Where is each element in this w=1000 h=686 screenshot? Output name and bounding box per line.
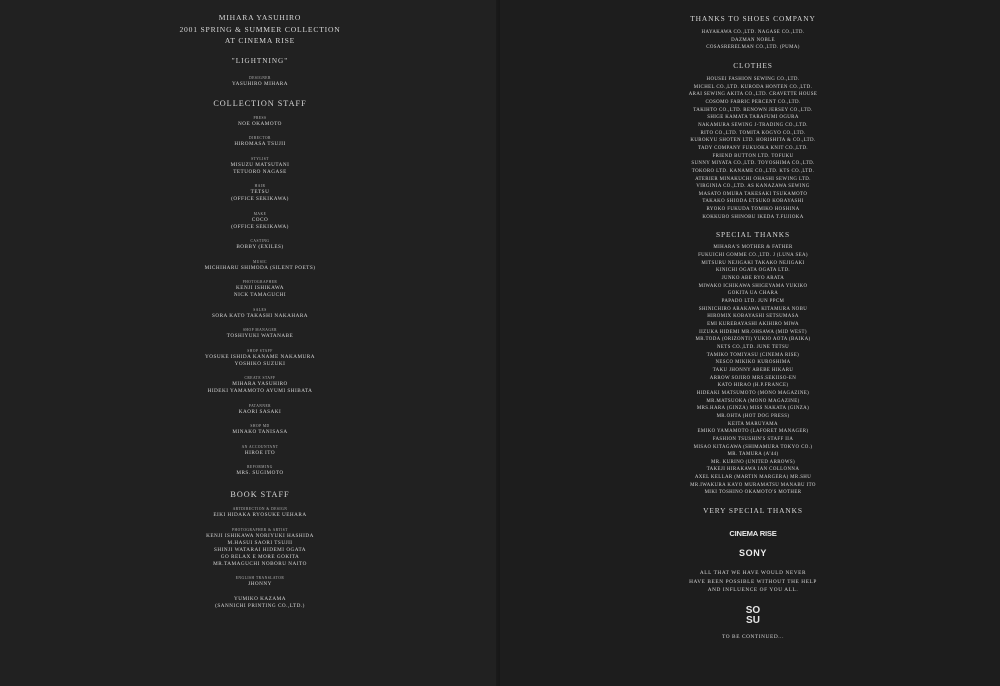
book-staff-list — [130, 506, 390, 610]
credit-role: ARTDIRECTION & DESIGN — [232, 507, 288, 511]
credit-line: KEITA MARUYAMA — [728, 421, 778, 427]
credit-name: M.HASUI SAORI TSUJII — [227, 539, 293, 546]
closing-line: AND INFLUENCE OF YOU ALL. — [707, 587, 799, 594]
show-title: "LIGHTNING" — [231, 56, 289, 65]
credit-line: MITSURU NEJIGAKI TAKAKO NEJIGAKI — [701, 260, 805, 266]
credit-group — [130, 348, 390, 368]
credit-group — [130, 403, 390, 416]
credit-line: FASHION TSUSHIN'S STAFF IIA — [712, 436, 794, 442]
credit-group — [130, 238, 390, 251]
credit-name: HIROE ITO — [244, 449, 276, 456]
credit-line: TAKEJI HIRAKAWA IAN COLLONNA — [706, 467, 800, 473]
sosu-logo-mark — [743, 603, 763, 625]
credit-role: CASTING — [250, 239, 270, 243]
credit-line: TADY COMPANY FUKUOKA KNIT CO.,LTD. — [697, 145, 809, 151]
credit-line: RYOKO FUKUDA TOMIKO HOSHINA — [706, 207, 800, 213]
credit-name: MIHARA YASUHIRO — [232, 381, 288, 387]
closing-line: ALL THAT WE HAVE WOULD NEVER — [699, 570, 807, 577]
credit-group — [130, 211, 390, 231]
credit-name: MRS. SUGIMOTO — [236, 470, 284, 476]
credit-line: TAMIKO TOMIYASU (CINEMA RISE) — [706, 352, 800, 358]
credit-line: RITO CO.,LTD. TOMITA KOGYO CO.,LTD. — [700, 130, 806, 136]
credit-name: BOBBY (EXILES) — [236, 244, 284, 250]
sosu-logo — [630, 603, 876, 630]
credit-role: MUSIC — [253, 259, 267, 264]
credit-line: KUROKYU SHOTEN LTD. HORISHITA & CO.,LTD. — [690, 138, 816, 144]
credit-group — [130, 575, 390, 588]
credit-name: TOSHIYUKI WATANABE — [226, 333, 294, 339]
clothes-list — [630, 76, 876, 221]
credit-group — [130, 423, 390, 436]
credit-role: CREATE STAFF — [244, 376, 276, 380]
credit-line: AXEL KELLAR (MARTIN MARGERA) MR.SHU — [694, 475, 812, 481]
credit-name: (OFFICE SEKIKAWA) — [231, 196, 289, 202]
credit-line: VIRGINIA CO.,LTD. AS KANAZAWA SEWING — [696, 184, 810, 190]
credit-name: MISUZU MATSUTANI — [230, 161, 290, 168]
credit-line: MR.MATSUOKA (MONO MAGAZINE) — [706, 398, 800, 404]
credit-line: MIHARA'S MOTHER & FATHER — [713, 245, 793, 251]
designer-credit — [130, 75, 390, 88]
credit-group — [130, 444, 390, 457]
credit-role: STYLIST — [251, 156, 269, 161]
credit-line: MICHEL CO.,LTD. KURODA HONTEN CO.,LTD. — [693, 84, 813, 90]
designer-name: YASUHIRO MIHARA — [231, 80, 289, 87]
credit-name: JHONNY — [248, 581, 272, 587]
credit-group — [130, 527, 390, 568]
credit-line: TAKAKO SHIODA ETSUKO KOBAYASHI — [702, 199, 804, 205]
credit-role: PHOTOGRAPHER & ARTIST — [232, 527, 288, 532]
credit-line: GOKITA UA CHARA — [727, 291, 779, 297]
credit-line: FRIEND BUTTON LTD. TOFUKU — [712, 153, 794, 159]
credit-name: KENJI ISHIKAWA NORIYUKI HASHIDA — [206, 532, 314, 539]
credit-name: YOSHIKO SUZUKI — [234, 360, 286, 367]
credit-line: IIZUKA HIDEMI MR.OHSAWA (MID WEST) — [699, 329, 807, 335]
credit-line: HAYAKAWA CO.,LTD. NAGASE CO.,LTD. — [701, 30, 805, 35]
credit-line: HIDEAKI MATSUMOTO (MONO MAGAZINE) — [696, 390, 810, 396]
credit-line: FUKUICHI GOMME CO.,LTD. J (LUNA SEA) — [698, 253, 808, 259]
credit-group — [130, 183, 390, 203]
credit-line: MIWAKO ICHIKAWA SHIGEYAMA YUKIKO — [698, 283, 808, 289]
credit-name: MICHIHARU SHIMODA (SILENT POETS) — [204, 264, 316, 271]
special-thanks-list — [630, 244, 876, 497]
left-credits-column — [130, 12, 390, 610]
credit-line: DAZMAN NOBLE — [731, 37, 775, 43]
right-credits-column — [630, 14, 876, 640]
credit-line: COSOMO FABRIC PERCENT CO.,LTD. — [705, 99, 801, 105]
credit-name: (OFFICE SEKIKAWA) — [231, 223, 289, 230]
credit-name: TETSU — [250, 189, 270, 195]
credit-line: MR.OHTA (HOT DOG PRESS) — [716, 413, 790, 419]
sony-logo: SONY — [739, 548, 767, 559]
credit-name: COCO — [251, 216, 269, 223]
credit-line: HIROMIX KOBAYASHI SETSUMASA — [707, 314, 799, 320]
credit-name: TETUORO NAGASE — [233, 168, 287, 175]
credit-role: PATANNER — [248, 403, 272, 408]
credit-line: TAKU JHONNY ABEBE HIKARU — [712, 367, 794, 373]
shoes-company-list — [630, 29, 876, 52]
credit-role: SHOP MD — [250, 424, 270, 428]
credit-group — [130, 279, 390, 299]
book-staff-heading: BOOK STAFF — [230, 490, 290, 499]
credit-line: NAKAMURA SEWING J-TRADING CO.,LTD. — [698, 122, 808, 128]
credit-group — [130, 156, 390, 176]
credit-name: MR.TAMAGUCHI NOBORU NAITO — [213, 560, 307, 567]
credit-line: ARROW SOJIRO MRS.SEKIISO-EN — [709, 375, 797, 381]
clothes-heading: CLOTHES — [733, 60, 773, 70]
svg-text:SU: SU — [746, 614, 760, 625]
to-be-continued: TO BE CONTINUED... — [721, 633, 785, 640]
credit-name: (SANNICHI PRINTING CO.,LTD.) — [215, 602, 305, 609]
credit-group — [130, 596, 390, 610]
credit-line: MR. KURINO (UNITED ARROWS) — [710, 459, 796, 465]
credit-name: HIDEKI YAMAMOTO AYUMI SHIBATA — [207, 388, 313, 394]
credit-role: PHOTOGRAPHER — [242, 280, 278, 284]
closing-line: HAVE BEEN POSSIBLE WITHOUT THE HELP — [689, 578, 817, 585]
special-thanks-heading: SPECIAL THANKS — [716, 230, 790, 240]
credit-line: MR. TAMURA (A'44) — [727, 452, 779, 458]
credit-line: MASATO OMURA TAKESAKI TSUKAMOTO — [698, 191, 808, 197]
credit-line: MRS.HARA (GINZA) MISS NAKATA (GINZA) — [696, 406, 810, 412]
credit-group — [130, 506, 390, 519]
credit-role: DIRECTOR — [249, 136, 271, 140]
very-special-thanks-heading: VERY SPECIAL THANKS — [703, 506, 803, 516]
credit-name: KAORI SASAKI — [238, 408, 282, 415]
credit-group — [130, 259, 390, 272]
designer-role: DESIGNER — [249, 75, 271, 80]
credit-role: SHOP MANAGER — [242, 328, 278, 332]
credit-role: REFORMING — [247, 465, 273, 469]
credit-line: KINICHI OGATA OGATA LTD. — [715, 268, 791, 274]
credit-line: ATERIER MINAKUCHI OHASHI SEWING LTD. — [695, 176, 811, 182]
credit-line: SHINICHIRO ARAKAWA KITAMURA NOBU — [698, 306, 808, 312]
credit-group — [130, 115, 390, 128]
shoes-heading: THANKS TO SHOES COMPANY — [690, 14, 816, 23]
credit-line: PAPADO LTD. JUN PPCM — [721, 299, 785, 305]
credit-group — [130, 135, 390, 148]
header-line: AT CINEMA RISE — [224, 36, 296, 45]
credit-name: HIROMASA TSUJII — [234, 141, 286, 147]
credit-line: SUNNY MIYATA CO.,LTD. TOYOSHIMA CO.,LTD. — [691, 161, 815, 167]
credit-group — [130, 464, 390, 477]
credit-name: YUMIKO KAZAMA — [234, 595, 286, 602]
credit-role: SALES — [253, 307, 267, 312]
credit-line: EMIKO YAMAMOTO (LAFORET MANAGER) — [697, 429, 809, 435]
credit-line: KOKKUBO SHINOBU IKEDA T.FUJIOKA — [702, 214, 804, 220]
credit-line: MIKI TOSHINO OKAMOTO'S MOTHER — [704, 490, 802, 496]
credit-role: ENGLISH TRANSLATOR — [235, 576, 285, 580]
credit-line: MISAO KITAGAWA (SHIMAMURA TOKYO CO.) — [693, 444, 813, 450]
credit-name: GO RELAX E MORE GOKITA — [220, 553, 300, 560]
credit-line: NESCO MIKIKO KUROSHIMA — [715, 360, 791, 366]
credit-line: NETS CO.,LTD. JUNE TETSU — [716, 344, 790, 350]
credit-group — [130, 307, 390, 320]
credit-role: HAIR — [254, 184, 266, 188]
credit-role: MAKE — [253, 211, 267, 216]
credit-line: SHIGE KAMATA TARAFUMI OGURA — [707, 115, 799, 121]
collection-staff-heading: COLLECTION STAFF — [213, 98, 307, 108]
credit-group — [130, 375, 390, 395]
svg-text:SO: SO — [745, 604, 761, 616]
credit-name: SHINJI WATARAI HIDEMI OGATA — [214, 546, 306, 553]
cinema-rise-logo: CINEMA RISE — [729, 529, 777, 539]
credit-name: NICK TAMAGUCHI — [233, 292, 287, 298]
credit-line: KATO HIRAO (H.P.FRANCE) — [717, 383, 789, 389]
credit-line: TOKORO LTD. KANAME CO.,LTD. KTS CO.,LTD. — [691, 168, 815, 174]
credit-line: COSASRERELMAN CO.,LTD. (PUMA) — [706, 45, 800, 51]
credit-line: EMI KUREBAYASHI AKIHIRO MIWA — [707, 322, 799, 327]
right-page — [500, 0, 1000, 686]
credit-name: NOE OKAMOTO — [238, 120, 282, 127]
collection-header — [130, 12, 390, 47]
credit-role: PRESS — [253, 115, 267, 120]
collection-staff-list — [130, 115, 390, 478]
closing-message — [630, 569, 876, 595]
header-line: MIHARA YASUHIRO — [218, 13, 302, 22]
credit-line: HOUSEI FASHION SEWING CO.,LTD. — [706, 76, 800, 82]
credit-group — [130, 327, 390, 340]
credit-line: MR.IWAKURA KAYO MURAMATSU MANABU ITO — [690, 482, 816, 488]
credit-name: KENJI ISHIKAWA — [236, 285, 284, 291]
credit-line: MR.TODA (ORIZONTI) YUKIO AOTA (BAIKA) — [695, 337, 811, 343]
credit-line: JUNKO ABE RYO ARATA — [721, 276, 785, 282]
credit-name: MINAKO TANISASA — [232, 429, 288, 435]
credit-name: SORA KATO TAKASHI NAKAHARA — [211, 312, 309, 319]
credit-line: TAKIHTO CO.,LTD. RENOWN JERSEY CO.,LTD. — [693, 107, 813, 113]
credit-name: EIKI HIDAKA RYOSUKE UEHARA — [213, 512, 307, 518]
credit-role: AN ACCOUNTANT — [241, 444, 279, 449]
credit-name: YOSUKE ISHIDA KANAME NAKAMURA — [204, 353, 316, 360]
credit-role: SHOP STAFF — [247, 348, 273, 353]
credit-line: ARAI SEWING AKITA CO.,LTD. CRAVETTE HOUSE — [688, 92, 818, 98]
header-line: 2001 SPRING & SUMMER COLLECTION — [179, 24, 341, 34]
